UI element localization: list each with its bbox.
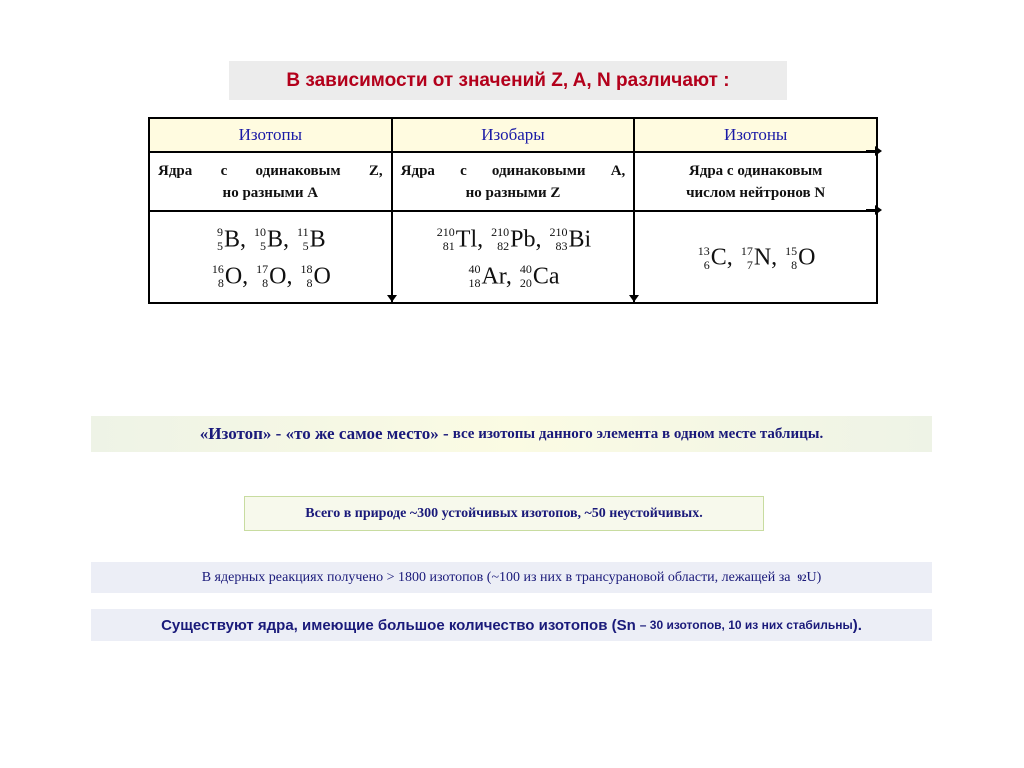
- many-isotopes-end: ).: [852, 616, 862, 634]
- natural-isotopes-note: Всего в природе ~300 устойчивых изотопов, ~50 неустойчивых.: [244, 496, 764, 531]
- isobars-210: 210 81 Tl, 210 82 Pb, 210 83 Bi: [436, 225, 592, 253]
- nuclide-tl210: 210 81: [436, 225, 455, 253]
- nuclide-pb210: 210 82: [491, 225, 510, 253]
- oxygen-isotopes: 16 8 O, 17 8 O, 18 8 O: [211, 262, 331, 291]
- desc-isotopes-line2: но разными А: [222, 184, 319, 201]
- slide-title: В зависимости от значений Z, A, N различают :: [229, 61, 787, 100]
- many-isotopes-note: [91, 609, 932, 641]
- isotope-meaning-note: [91, 416, 932, 452]
- header-isotopes: Изотопы: [149, 118, 392, 152]
- isotope-examples: [149, 211, 392, 303]
- description-row: [149, 152, 877, 211]
- down-arrow-icon: [633, 210, 635, 296]
- isotone-examples: [634, 211, 877, 303]
- desc-isobars: [392, 152, 635, 211]
- desc-isotopes-line1: Ядра с одинаковым Z,: [158, 162, 383, 179]
- nuclear-reactions-note: [91, 562, 932, 593]
- isotope-meaning-rest: все изотопы данного элемента в одном месте таблицы.: [452, 425, 824, 442]
- isobars-40: 40 18 Ar, 40 20 Ca: [468, 262, 560, 291]
- nuclide-o15: 15 8: [785, 243, 798, 272]
- nuclide-b11: 11 5: [297, 225, 309, 253]
- nuclide-n17: 17 7: [740, 243, 753, 272]
- down-arrow-icon: [391, 210, 393, 296]
- right-arrow-icon: [866, 150, 876, 152]
- nuclide-bi210: 210 83: [549, 225, 568, 253]
- nuclide-o17: 17 8: [256, 262, 269, 291]
- nuclide-o18: 18 8: [300, 262, 313, 291]
- boron-isotopes: 9 5 B, 10 5 B, 11 5 B: [217, 225, 326, 253]
- isotope-meaning-quote: «Изотоп» - «то же самое место» -: [199, 424, 449, 443]
- nuclide-o16: 16 8: [211, 262, 224, 291]
- nuclide-row: [149, 211, 877, 303]
- nuclide-b10: 10 5: [254, 225, 267, 253]
- right-arrow-icon: [866, 209, 876, 211]
- nuclide-ca40: 40 20: [519, 262, 532, 291]
- many-isotopes-small: – 30 изотопов, 10 из них стабильны: [639, 618, 853, 632]
- reactions-text: В ядерных реакциях получено > 1800 изотопов (~100 из них в трансурановой области, лежащей за: [201, 569, 791, 585]
- desc-isotones-line1: Ядра с одинаковым: [688, 162, 823, 179]
- desc-isobars-line1: Ядра с одинаковыми А,: [400, 162, 626, 179]
- header-isobars: Изобары: [392, 118, 635, 152]
- nuclide-c13: 13 6: [697, 243, 710, 272]
- desc-isotones-line2: числом нейтронов N: [686, 184, 826, 201]
- table-header-row: [149, 118, 877, 152]
- uranium-symbol: U): [806, 569, 822, 585]
- header-isotones: Изотоны: [634, 118, 877, 152]
- uranium-z: 92: [797, 572, 807, 583]
- isotones-n7: 13 6 C, 17 7 N, 15 8 O: [697, 243, 816, 272]
- desc-isotopes: [149, 152, 392, 211]
- many-isotopes-main: Существуют ядра, имеющие большое количество изотопов (Sn: [161, 616, 636, 634]
- nuclide-b9: 9 5: [217, 225, 224, 253]
- desc-isotones: [634, 152, 877, 211]
- isotope-classification-table: [148, 117, 878, 304]
- desc-isobars-line2: но разными Z: [465, 184, 561, 201]
- isobar-examples: [392, 211, 635, 303]
- nuclide-ar40: 40 18: [468, 262, 481, 291]
